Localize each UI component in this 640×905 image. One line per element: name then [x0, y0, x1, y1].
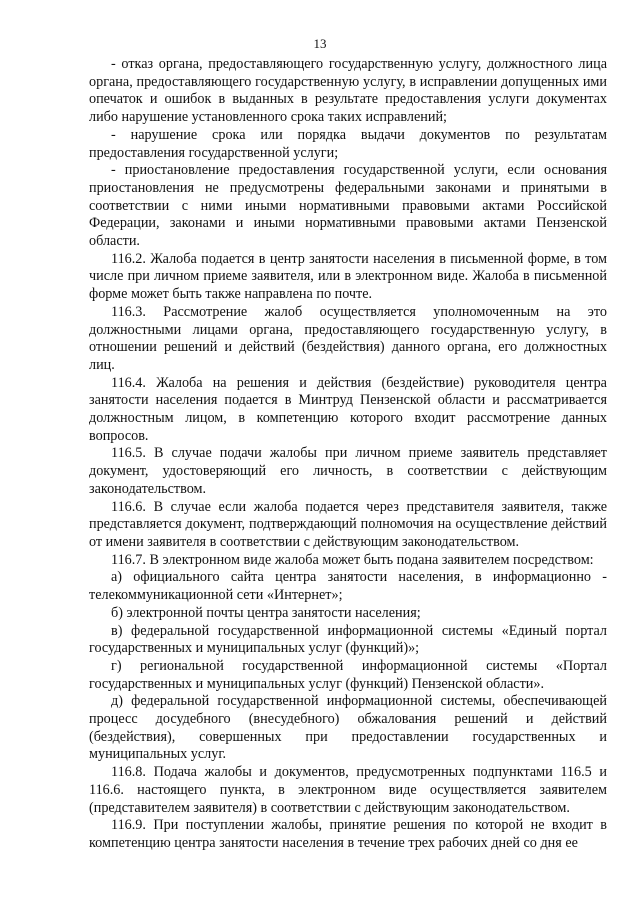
paragraph-116-2: 116.2. Жалоба подается в центр занятости населения в письменной форме, в том числе при личном приеме заявителя, или в электронном виде. Жалоба в письменной форме может быть также направлена по почте. — [89, 250, 607, 303]
list-item-a: а) официального сайта центра занятости населения, в информационно - телекоммуникационной сети «Интернет»; — [89, 569, 607, 604]
list-item-g: г) региональной государственной информационной системы «Портал государственных и муниципальных услуг (функций) Пензенской области». — [89, 657, 607, 692]
paragraph-116-9: 116.9. При поступлении жалобы, принятие решения по которой не входит в компетенцию центра занятости населения в течение трех рабочих дней со дня ее — [89, 817, 607, 851]
paragraph-116-8: 116.8. Подача жалобы и документов, предусмотренных подпунктами 116.5 и 116.6. настоящего пункта, в электронном виде осуществляется заявителем (представителем заявителя) в соответствии с действующим законодательством. — [89, 764, 607, 816]
paragraph-116-7: 116.7. В электронном виде жалоба может быть подана заявителем посредством: — [111, 551, 594, 568]
paragraph-refusal-corrections: - отказ органа, предоставляющего государственную услугу, должностного лица органа, предоставляющего государственную услугу, в исправлении допущенных ими опечаток и ошибок в выданных в результате предоставления услуги документах либо нарушение установленного срока таких исправлений; — [89, 56, 607, 126]
paragraph-116-4: 116.4. Жалоба на решения и действия (бездействие) руководителя центра занятости населения подается в Минтруд Пензенской области и рассматривается должностным лицом, в компетенцию которого входит рассмотрение данных вопросов. — [89, 374, 607, 444]
paragraph-116-5: 116.5. В случае подачи жалобы при личном приеме заявитель представляет документ, удостоверяющий его личность, в соответствии с действующим законодательством. — [89, 445, 607, 497]
paragraph-116-3: 116.3. Рассмотрение жалоб осуществляется уполномоченным на это должностными лицами органа, предоставляющего государственную услугу, в отношении решений и действий (бездействия) данного органа, его должностных лиц. — [89, 303, 607, 373]
page-number: 13 — [313, 36, 327, 51]
paragraph-suspension: - приостановление предоставления государственной услуги, если основания приостановления не предусмотрены федеральными законами и принятыми в соответствии с ними иными нормативными правовыми актами Российской Федерации, законами и иными нормативными правовыми актами Пензенской области. — [89, 162, 607, 250]
list-item-d: д) федеральной государственной информационной системы, обеспечивающей процесс досудебного (внесудебного) обжалования решений и действий (бездействия), совершенных при предоставлении государственных и муниципальных услуг. — [89, 693, 607, 763]
document-body — [89, 56, 607, 853]
list-item-v: в) федеральной государственной информационной системы «Единый портал государственных и муниципальных услуг (функций)»; — [89, 622, 607, 657]
paragraph-116-6: 116.6. В случае если жалоба подается через представителя заявителя, также представляется документ, подтверждающий полномочия на осуществление действий от имени заявителя в соответствии с действующим законодательством. — [89, 498, 607, 550]
paragraph-deadline-violation: - нарушение срока или порядка выдачи документов по результатам предоставления государственной услуги; — [89, 126, 607, 161]
list-item-b: б) электронной почты центра занятости населения; — [111, 604, 421, 621]
